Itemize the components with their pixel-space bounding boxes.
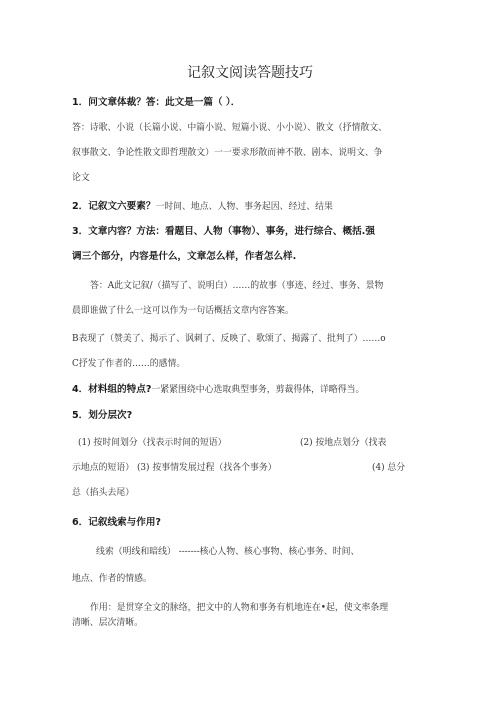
section-5-body-line: (4) 总分	[372, 463, 406, 473]
section-3-heading: 调三个部分，内容是什么，文章怎么样，作者怎么样.	[72, 251, 297, 262]
section-1-body-line: 叙事散文、争论性散文即哲理散文）一一要求形散而神不散、剧本、说明文、争	[72, 148, 383, 158]
section-2-text: 一时间、地点、人物、事务起因、经过、结果	[155, 202, 333, 212]
section-6-body-line: 作用：是贯穿全文的脉络，把文中的人物和事务有机地连在•起，使文率条理	[90, 603, 389, 613]
section-5-body-line: (2) 按地点划分（找表	[300, 438, 387, 448]
section-2-heading	[72, 200, 333, 214]
section-6-heading: 6．记叙线索与作用?	[72, 517, 161, 528]
section-5-body-line: (1) 按时间划分（找表示时间的短语）	[78, 438, 227, 448]
section-4-heading	[72, 383, 364, 397]
section-3-body-line: 晨即谁做了什么一这可以作为一句话概括文章内容答案。	[72, 306, 294, 316]
section-3-body-line: B表现了（赞美了、揭示了、讽刺了、反映了、歌颂了、揭露了、批判了）……o	[72, 334, 386, 344]
section-5-heading: 5．划分层次?	[72, 410, 133, 421]
section-1-body-line: 答：诗歌、小说（长篇小说、中篇小说、短篇小说、小小说）、散文（抒情散文、	[72, 123, 388, 133]
section-1-heading: 1．问文章体裁？答：此文是一篇（ ）．	[72, 97, 241, 108]
section-5-body-line: 总（掐头去尾）	[72, 488, 135, 498]
section-4-text: 一紧紧围绕中心选取典型事务，剪裁得体，详略得当。	[151, 385, 365, 395]
document-title: 记叙文阅读答题技巧	[187, 65, 313, 81]
section-3-body-line: C抒发了作者的……的感情。	[72, 359, 186, 369]
section-3-heading: 3．文章内容？方法：看题目、人物（事物）、事务，进行综合、概括.强	[72, 226, 375, 237]
section-5-body-line: 示地点的短语） (3) 按事情发展过程（找各个事务）	[72, 463, 277, 473]
section-6-body-line: 清晰、层次清晰。	[72, 618, 143, 628]
section-4-heading-label: 4．材料组的特点?	[72, 384, 152, 395]
section-6-body-line: 线索（明线和暗线） -------核心人物、核心事物、核心事务、时间、	[96, 547, 360, 557]
section-1-body-line: 论文	[72, 173, 90, 183]
section-6-body-line: 地点、作者的情感。	[72, 574, 152, 584]
section-3-body-line: 答：A此文记叙/（描写了、说明白）……的故事（事迹、经过、事务、景物	[90, 281, 384, 291]
section-2-heading-label: 2．记叙文六要素？	[72, 201, 156, 212]
